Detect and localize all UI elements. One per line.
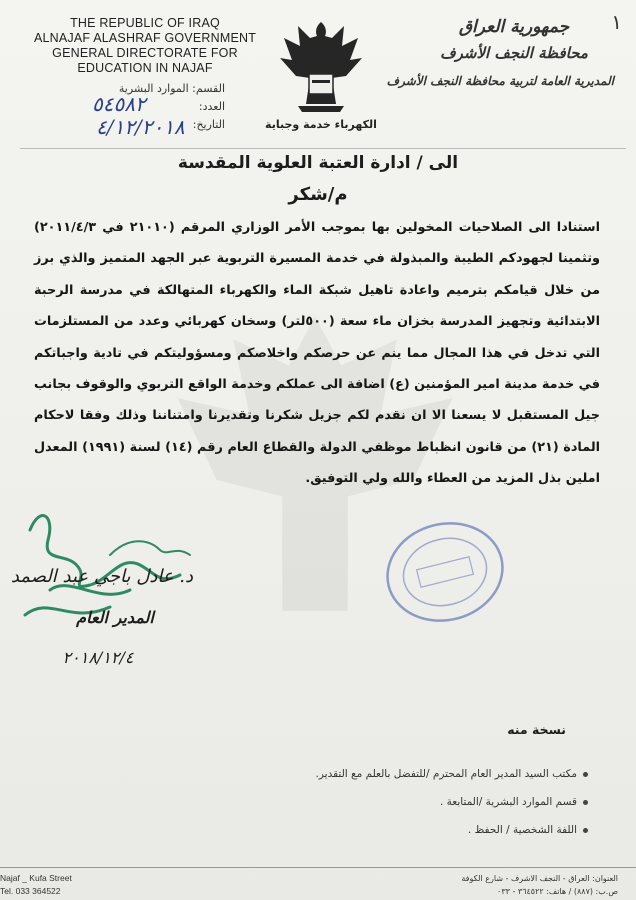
arabic-header-line-2: محافظة النجف الأشرف	[440, 44, 588, 62]
corner-number: ١	[611, 10, 622, 34]
ref-date-label: التاريخ:	[192, 118, 225, 131]
copy-item	[258, 816, 588, 844]
header-line-2: ALNAJAF ALASHRAF GOVERNMENT	[33, 31, 257, 45]
copies-list	[258, 760, 588, 844]
ref-section-label: القسم: الموارد البشرية	[118, 82, 225, 95]
english-header	[30, 16, 260, 76]
footer-arabic	[358, 872, 618, 898]
copy-item	[258, 760, 588, 788]
bullet-icon	[583, 800, 588, 805]
footer-arabic-phone: ص.ب: (٨٨٧) / هاتف: ٣٦٤٥٢٢ - ٠٣٣	[497, 887, 618, 896]
signatory-name: د. عادل باجي عبد الصمد	[10, 566, 193, 587]
copy-item-text: مكتب السيد المدير العام المحترم /للتفضل بالعلم مع التقدير.	[315, 768, 577, 780]
bullet-icon	[583, 828, 588, 833]
footer-divider	[0, 867, 636, 868]
official-stamp	[380, 515, 510, 630]
footer-arabic-address: العنوان: العراق - النجف الاشرف - شارع الكوفة	[461, 874, 618, 883]
arabic-header-line-3: المديرية العامة لتربية محافظة النجف الأشرف	[386, 74, 614, 88]
signatory-title: المدير العام	[76, 608, 154, 627]
copy-item-text: اللفة الشخصية / الحفظ .	[467, 824, 577, 836]
ref-date-value: ٤/١٢/٢٠١٨	[96, 115, 185, 139]
footer-phone: Tel. 033 364522	[0, 886, 61, 896]
bullet-icon	[583, 772, 588, 777]
ref-number-value: ٥٤٥٨٢	[92, 92, 146, 116]
header-line-1: THE REPUBLIC OF IRAQ	[70, 16, 220, 30]
signature-date: ٢٠١٨/١٢/٤	[62, 648, 134, 667]
emblem-caption: الكهرباء خدمة وجباية	[265, 118, 377, 131]
letter-body: استنادا الى الصلاحيات المخولين بها بموجب الأمر الوزاري المرقم (٢١٠١٠ في ٢٠١١/٤/٣) وتثمينا لجهودكم الطيبة والمبذولة في خدمة المسيرة التربوية عبر الجهد المتميز والذي برز من خلال قيامكم بترميم واعادة تاهيل شبكة الماء والكهرباء المتهالكة في مدرسة الرحبة الابتدائية وتجهيز المدرسة بخزان ماء سعة (٥٠٠لتر) وسخان كهربائي وعدد من المستلزمات التي تدخل في هذا المجال مما ينم عن حرصكم واخلاصكم ومسؤوليتكم في تادية واجباتكم في خدمة مدينة امير المؤمنين (ع) اضافة الى عملكم وخدمة الواقع التربوي والوقوف بجانب جيل المستقبل لا يسعنا الا ان نقدم لكم جزيل شكرنا وتقديرنا وامتناننا وذلك وفقا لاحكام المادة (٢١) من قانون انظباط موظفي الدولة والقطاع العام رقم (١٤) لسنة (١٩٩١) المعدل املين بذل المزيد من العطاء والله ولي التوفيق.	[34, 220, 601, 487]
header-line-4: EDUCATION IN NAJAF	[77, 61, 213, 75]
arabic-header	[386, 10, 622, 96]
footer-address: Najaf _ Kufa Street	[0, 873, 72, 883]
copy-item-text: قسم الموارد البشرية /المتابعة .	[439, 796, 577, 808]
header-line-3: GENERAL DIRECTORATE FOR	[52, 46, 238, 60]
letter-subject: م/شكر	[288, 184, 348, 205]
footer-english	[0, 872, 130, 898]
ref-number-label: العدد:	[198, 100, 225, 113]
copy-item	[258, 788, 588, 816]
copies-title: نسخة منه	[507, 722, 566, 737]
header-divider	[20, 148, 626, 149]
arabic-header-line-1: جمهورية العراق	[458, 17, 570, 37]
recipient-line: الى / ادارة العتبة العلوية المقدسة	[177, 153, 459, 173]
iraq-eagle-emblem-icon	[276, 16, 366, 116]
